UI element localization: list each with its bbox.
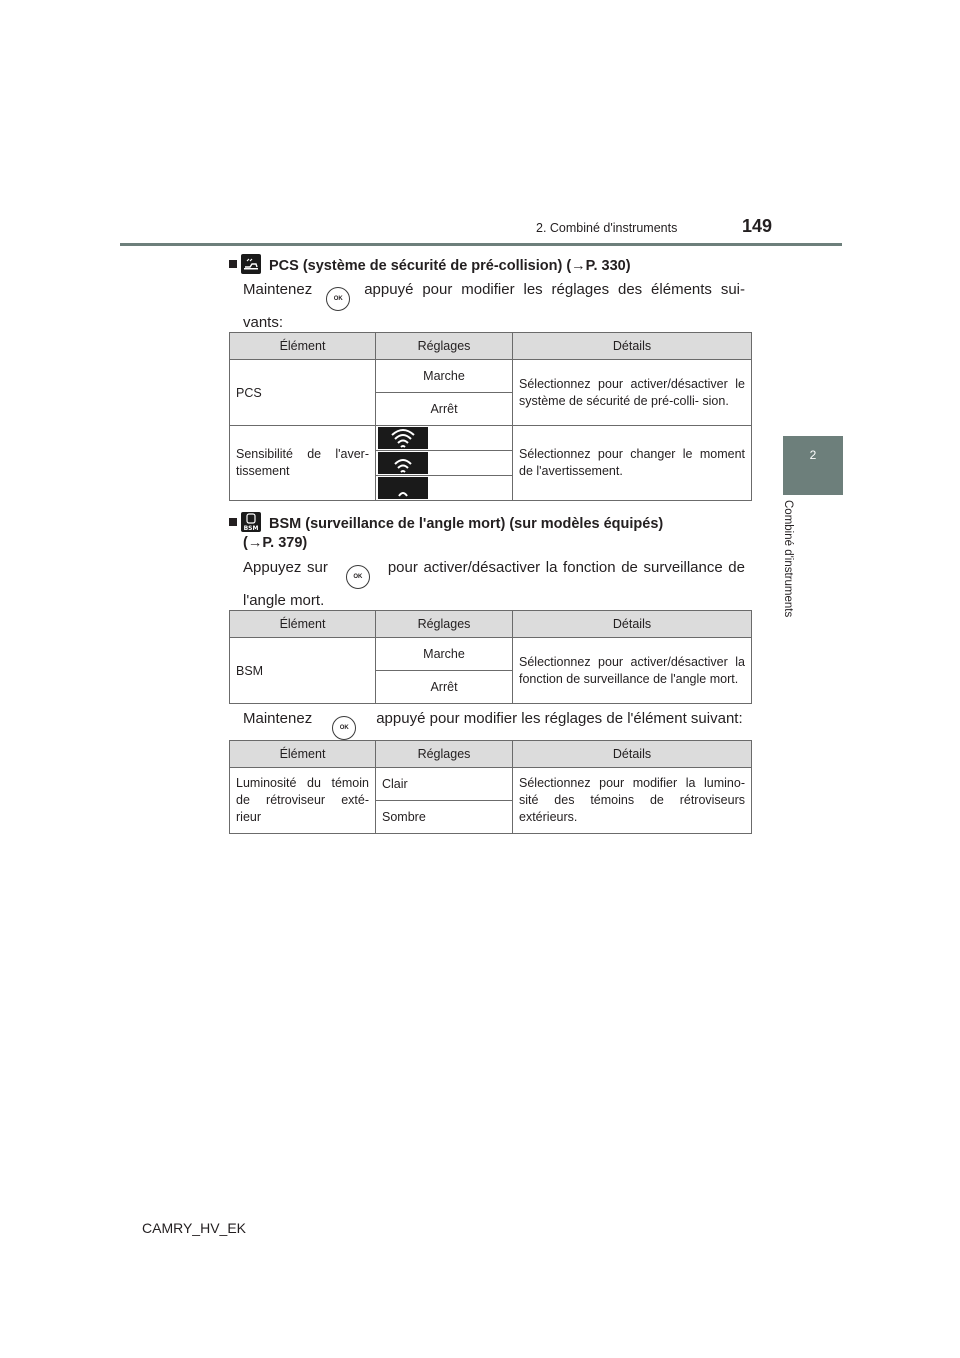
table-row — [230, 360, 752, 393]
bullet-square-icon — [229, 260, 237, 268]
ok-button-icon: OK — [332, 716, 356, 740]
bsm-icon — [241, 512, 261, 532]
bsm-instruction-2: MaintenezOKappuyé pour modifier les réglages de l'élément suivant: — [243, 707, 745, 740]
table-header-row — [230, 333, 752, 360]
header-details: Détails — [513, 611, 752, 638]
header-details: Détails — [513, 741, 752, 768]
header-element: Élément — [230, 611, 376, 638]
page-number: 149 — [742, 216, 773, 236]
footer-model-code: CAMRY_HV_EK — [142, 1220, 247, 1236]
cell-item-sensitivity: Sensibilité de l'aver- tissement — [230, 426, 376, 501]
header-element: Élément — [230, 741, 376, 768]
header-rule — [120, 243, 842, 246]
header-element: Élément — [230, 333, 376, 360]
table-header-row — [230, 741, 752, 768]
cell-details-brightness: Sélectionnez pour modifier la lumino- sité des témoins de rétroviseurs extérieurs. — [513, 768, 752, 834]
cell-details-bsm: Sélectionnez pour activer/désactiver la fonction de surveillance de l'angle mort. — [513, 638, 752, 704]
bsm-section-ref: (→P. 379) — [243, 535, 308, 551]
sensitivity-low-icon — [378, 477, 428, 499]
bullet-square-icon — [229, 518, 237, 526]
chapter-tab — [783, 436, 843, 495]
bsm-section-title: BSM BSM (surveillance de l'angle mort) (sur modèles équipés) — [229, 512, 663, 534]
running-header-section: 2. Combiné d'instruments — [536, 221, 678, 235]
cell-setting-sens-high — [376, 426, 513, 451]
ok-button-icon: OK — [326, 287, 350, 311]
cell-item-pcs: PCS — [230, 360, 376, 426]
cell-details-pcs: Sélectionnez pour activer/désactiver le système de sécurité de pré-colli- sion. — [513, 360, 752, 426]
header-settings: Réglages — [376, 741, 513, 768]
header-details: Détails — [513, 333, 752, 360]
sensitivity-high-icon — [378, 427, 428, 449]
chapter-tab-number: 2 — [809, 448, 817, 462]
chapter-tab-label: Combiné d'instruments — [782, 500, 794, 618]
sensitivity-medium-icon — [378, 452, 428, 474]
pcs-icon — [241, 254, 261, 274]
cell-setting-marche: Marche — [376, 360, 513, 393]
cell-setting-arret: Arrêt — [376, 393, 513, 426]
cell-item-bsm: BSM — [230, 638, 376, 704]
pcs-section-title: PCS (système de sécurité de pré-collision) (→P. 330) — [229, 254, 631, 276]
svg-text:BSM: BSM — [243, 525, 259, 532]
table-header-row — [230, 611, 752, 638]
ok-button-icon: OK — [346, 565, 370, 589]
table-row — [230, 768, 752, 801]
header-settings: Réglages — [376, 611, 513, 638]
bsm-settings-table — [229, 610, 752, 704]
pcs-instruction: MaintenezOKappuyé pour modifier les réglages des éléments sui- vants: — [243, 281, 745, 331]
cell-setting-sens-medium — [376, 451, 513, 476]
cell-setting-clair: Clair — [376, 768, 513, 801]
table-row — [230, 426, 752, 451]
cell-setting-arret: Arrêt — [376, 671, 513, 704]
bsm-brightness-table — [229, 740, 752, 834]
bsm-instruction: Appuyez surOKpour activer/désactiver la fonction de surveillance de l'angle mort. — [243, 559, 745, 609]
cell-setting-marche: Marche — [376, 638, 513, 671]
cell-setting-sombre: Sombre — [376, 801, 513, 834]
table-row — [230, 638, 752, 671]
cell-setting-sens-low — [376, 476, 513, 501]
pcs-settings-table — [229, 332, 752, 501]
cell-details-sensitivity: Sélectionnez pour changer le moment de l'avertissement. — [513, 426, 752, 501]
cell-item-brightness: Luminosité du témoin de rétroviseur exté- rieur — [230, 768, 376, 834]
header-settings: Réglages — [376, 333, 513, 360]
